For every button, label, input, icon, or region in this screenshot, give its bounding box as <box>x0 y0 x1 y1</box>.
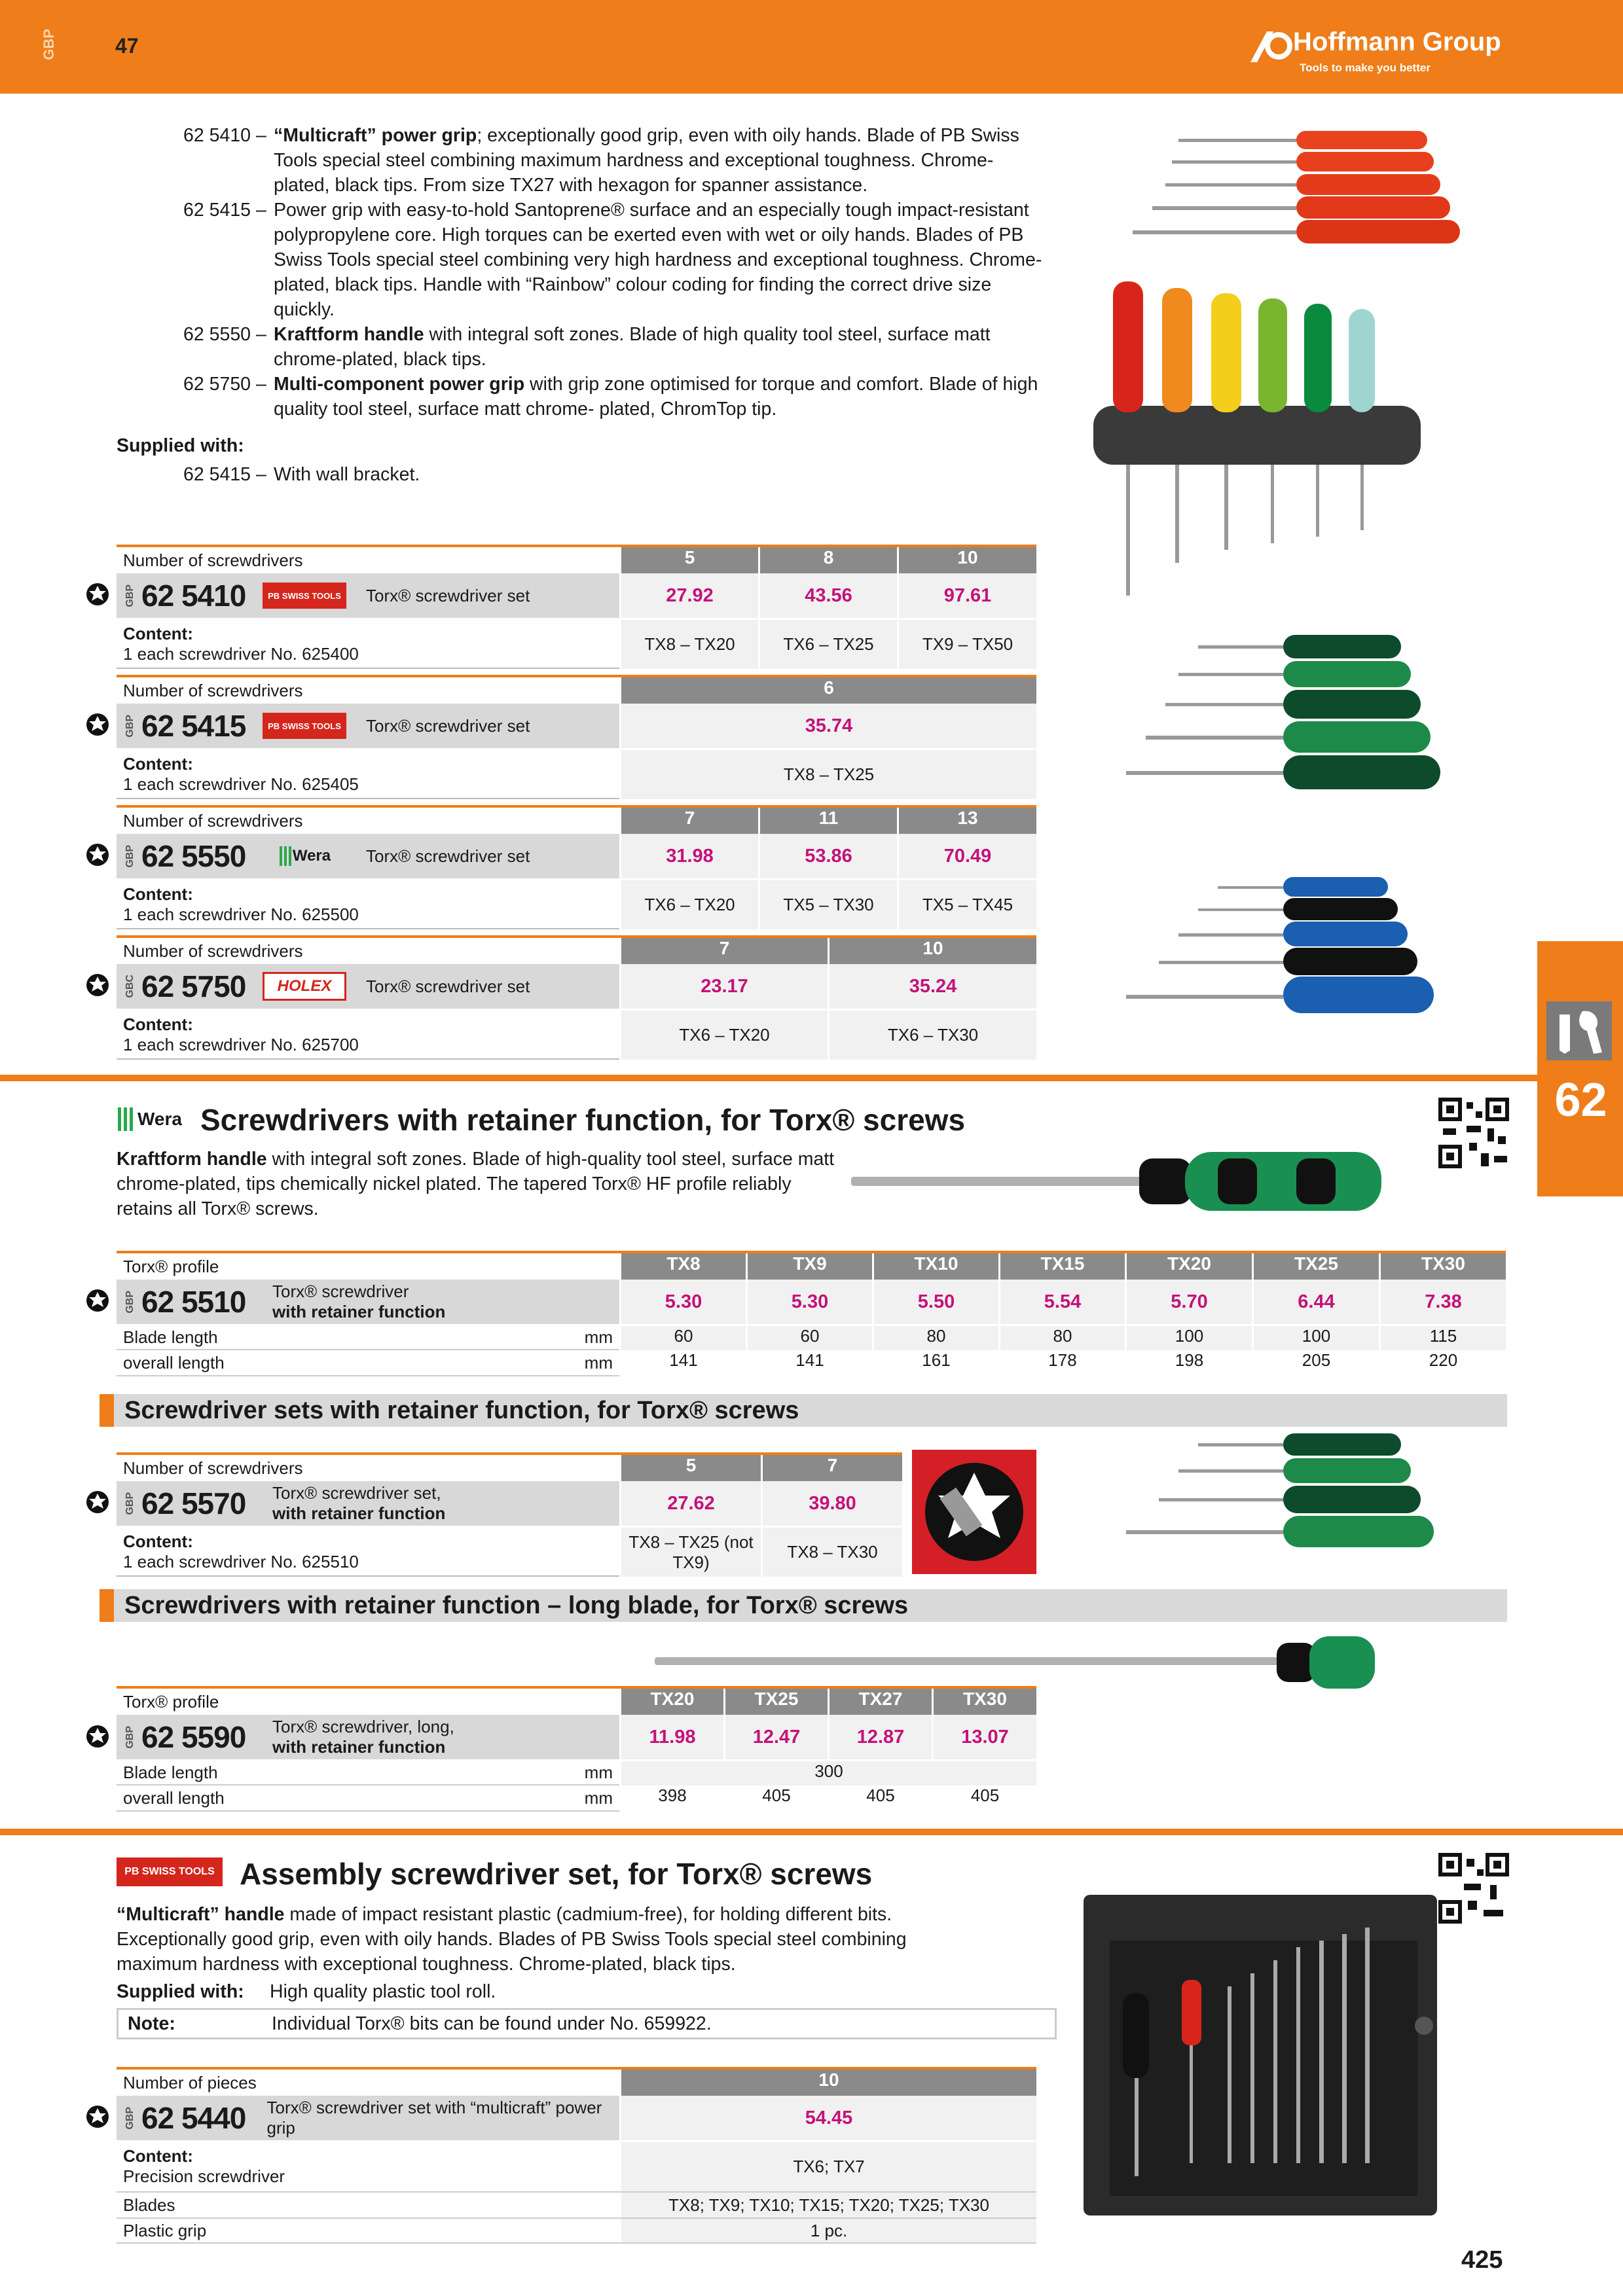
product-name: Torx® screwdriver <box>272 1282 409 1301</box>
section-title-long-blade: Screwdrivers with retainer function – long blade, for Torx® screws <box>100 1589 1507 1622</box>
product-name: Torx® screwdriver, long, <box>272 1717 454 1736</box>
tools-chapter-icon <box>1546 1001 1612 1060</box>
count-cell: 5 <box>619 1455 761 1481</box>
blade-length-row: Blade length mm 60 60 80 80 100 100 115 <box>117 1324 1506 1350</box>
torx-drive-icon <box>85 1724 110 1749</box>
table-head-label: Number of screwdrivers <box>123 550 303 570</box>
price-cell: 35.24 <box>828 964 1036 1009</box>
size-cell: TX27 <box>828 1689 932 1715</box>
page-number-top: 47 <box>115 34 139 58</box>
price-code: GBP <box>124 1725 136 1749</box>
range-cell: TX8 – TX25 (not TX9) <box>619 1528 761 1577</box>
product-code[interactable]: 62 5510 <box>141 1285 246 1319</box>
torx-drive-icon <box>85 842 110 867</box>
product-table-625510 <box>117 1251 1506 1376</box>
product-code[interactable]: 62 5415 <box>141 709 246 743</box>
product-row <box>117 1481 619 1526</box>
product-name-sub: with retainer function <box>272 1503 446 1523</box>
content-note: Content: 1 each screwdriver No. 625400 <box>117 620 619 669</box>
product-code[interactable]: 62 5550 <box>141 839 246 873</box>
torx-retainer-detail-image <box>912 1450 1036 1574</box>
range-cell: TX5 – TX30 <box>758 880 897 929</box>
count-cell: 7 <box>619 808 758 834</box>
product-table-625410 <box>117 545 1036 669</box>
hoffmann-logo-icon <box>1247 26 1293 65</box>
wera-retainer-set-image <box>1048 1427 1519 1558</box>
range-cell: TX6 – TX20 <box>619 880 758 929</box>
pb-swiss-tools-logo: PB SWISS TOOLS <box>117 1857 223 1886</box>
product-code[interactable]: 62 5750 <box>141 969 246 1003</box>
product-row <box>117 1280 619 1324</box>
count-cell: 7 <box>761 1455 902 1481</box>
count-cell: 10 <box>828 938 1036 964</box>
brand-tagline: Tools to make you better <box>1300 62 1431 74</box>
price-cell: 43.56 <box>758 573 897 618</box>
torx-drive-icon <box>85 1288 110 1313</box>
table-head-label: Number of screwdrivers <box>123 1458 303 1478</box>
table-head-label: Torx® profile <box>123 1691 219 1712</box>
section-divider <box>0 1829 1623 1835</box>
content-label: Blades <box>123 2195 175 2215</box>
torx-drive-icon <box>85 1490 110 1515</box>
long-blade-screwdriver-image <box>655 1630 1375 1695</box>
wera-logo: Wera <box>263 843 346 869</box>
wera-stripes-icon <box>278 845 293 867</box>
price-cell: 12.47 <box>723 1715 828 1759</box>
price-cell: 31.98 <box>619 834 758 878</box>
size-cell: TX20 <box>619 1689 723 1715</box>
supplied-with-label: Supplied with: <box>117 435 244 456</box>
range-cell: TX9 – TX50 <box>897 620 1036 669</box>
price-code: GBP <box>124 2106 136 2130</box>
wera-logo: Wera <box>137 1109 182 1129</box>
price-code: GBC <box>124 975 136 998</box>
product-name: Torx® screwdriver set <box>366 846 530 866</box>
size-cell: TX30 <box>1379 1253 1506 1280</box>
price-cell: 97.61 <box>897 573 1036 618</box>
content-label: Plastic grip <box>123 2220 207 2240</box>
product-code[interactable]: 62 5570 <box>141 1486 246 1520</box>
count-cell: 8 <box>758 547 897 573</box>
range-cell: TX8 – TX25 <box>619 750 1036 799</box>
price-cell: 23.17 <box>619 964 828 1009</box>
red-screwdriver-set-image <box>1133 131 1460 243</box>
size-cell: TX10 <box>872 1253 998 1280</box>
product-table-625570 <box>117 1452 902 1577</box>
size-cell: TX25 <box>723 1689 828 1715</box>
product-name: Torx® screwdriver set <box>366 976 530 996</box>
overall-length-row: overall length mm 141 141 161 178 198 205 220 <box>117 1350 1506 1376</box>
price-code: GBP <box>124 844 136 868</box>
content-value: 1 pc. <box>619 2219 1036 2242</box>
count-cell: 10 <box>897 547 1036 573</box>
product-name-sub: with retainer function <box>272 1302 446 1321</box>
product-table-625415 <box>117 675 1036 799</box>
rainbow-screwdriver-set-image <box>1093 281 1421 596</box>
overall-length-row: overall length mm 398 405 405 405 <box>117 1785 1036 1812</box>
table-head-label: Number of screwdrivers <box>123 680 303 700</box>
product-row <box>117 704 619 748</box>
range-cell: TX8 – TX20 <box>619 620 758 669</box>
chapter-tab <box>1537 941 1623 1196</box>
table-head-label: Number of pieces <box>123 2072 257 2092</box>
size-cell: TX20 <box>1125 1253 1252 1280</box>
product-code[interactable]: 62 5440 <box>141 2101 246 2135</box>
size-cell: TX15 <box>998 1253 1125 1280</box>
price-code: GBP <box>124 584 136 607</box>
price-cell: 5.50 <box>872 1280 998 1324</box>
assembly-supplied-with: Supplied with: High quality plastic tool roll. <box>117 1981 496 2002</box>
size-cell: TX9 <box>746 1253 872 1280</box>
product-name-sub: with retainer function <box>272 1737 446 1757</box>
product-name: Torx® screwdriver set <box>366 715 530 736</box>
price-cell: 54.45 <box>619 2096 1036 2140</box>
price-code: GBP <box>124 1492 136 1515</box>
product-row <box>117 834 619 878</box>
holex-logo: HOLEX <box>263 972 346 1001</box>
content-value: TX6; TX7 <box>619 2142 1036 2191</box>
size-cell: TX25 <box>1252 1253 1379 1280</box>
range-cell: TX8 – TX30 <box>761 1528 902 1577</box>
product-name: Torx® screwdriver set, <box>272 1483 441 1503</box>
table-head-label: Torx® profile <box>123 1256 219 1276</box>
content-note: Content: 1 each screwdriver No. 625510 <box>117 1528 619 1577</box>
intro-item: 62 5750 – Multi-component power grip with grip zone optimised for torque and comfort. Blade of high quality tool steel, surface matt chrome- plated, ChromTop tip. <box>183 374 1038 420</box>
blade-length-row: Blade length mm 300 <box>117 1759 1036 1785</box>
price-cell: 39.80 <box>761 1481 902 1526</box>
wera-stripes-icon <box>117 1106 136 1132</box>
price-cell: 5.70 <box>1125 1280 1252 1324</box>
count-cell: 5 <box>619 547 758 573</box>
pb-swiss-tools-logo: PB SWISS TOOLS <box>263 713 346 739</box>
region-code: GBP <box>41 29 57 60</box>
retainer-description: Kraftform handle with integral soft zones. Blade of high-quality tool steel, surface matt chrome-plated, tips chemically nickel plated. The tapered Torx® HF profile reliably retains all Torx® screws. <box>117 1149 835 1219</box>
product-row <box>117 573 619 618</box>
price-cell: 6.44 <box>1252 1280 1379 1324</box>
intro-item: 62 5550 – Kraftform handle with integral soft zones. Blade of high quality tool steel, surface matt chrome-plated, black tips. <box>183 324 991 370</box>
price-code: GBP <box>124 714 136 738</box>
content-note: Content: 1 each screwdriver No. 625500 <box>117 880 619 929</box>
product-code[interactable]: 62 5410 <box>141 579 246 613</box>
brand-name: Hoffmann Group <box>1293 27 1501 56</box>
count-cell: 7 <box>619 938 828 964</box>
note-box: Note: Individual Torx® bits can be found under No. 659922. <box>117 2008 1057 2039</box>
content-note: Content: Precision screwdriver <box>123 2146 285 2186</box>
section-title-assembly: Assembly screwdriver set, for Torx® screws <box>240 1857 873 1891</box>
size-cell: TX30 <box>932 1689 1036 1715</box>
intro-descriptions <box>183 123 1046 422</box>
price-cell: 11.98 <box>619 1715 723 1759</box>
product-row <box>117 2096 619 2140</box>
price-cell: 27.92 <box>619 573 758 618</box>
price-cell: 35.74 <box>619 704 1036 748</box>
content-note: Content: 1 each screwdriver No. 625700 <box>117 1011 619 1060</box>
page-number: 425 <box>1461 2246 1503 2274</box>
content-note: Content: 1 each screwdriver No. 625405 <box>117 750 619 799</box>
product-code[interactable]: 62 5590 <box>141 1720 246 1754</box>
intro-item: 62 5410 – “Multicraft” power grip; exceptionally good grip, even with oily hands. Blade of PB Swiss Tools special steel combining maximum hardness and exceptional toughness. Chrome-plated, black tips. From size TX27 with hexagon for spanner assistance. <box>183 125 1019 196</box>
product-row <box>117 1715 619 1759</box>
product-name: Torx® screwdriver set <box>366 585 530 605</box>
range-cell: TX6 – TX30 <box>828 1011 1036 1060</box>
count-cell: 11 <box>758 808 897 834</box>
price-cell: 27.62 <box>619 1481 761 1526</box>
price-cell: 5.30 <box>746 1280 872 1324</box>
torx-drive-icon <box>85 2104 110 2129</box>
product-photos-upper <box>1048 118 1519 1060</box>
section-divider <box>0 1075 1537 1081</box>
table-head-label: Number of screwdrivers <box>123 810 303 831</box>
torx-drive-icon <box>85 582 110 607</box>
range-cell: TX6 – TX25 <box>758 620 897 669</box>
product-name: Torx® screwdriver set with “multicraft” power grip <box>266 2098 602 2138</box>
price-cell: 5.54 <box>998 1280 1125 1324</box>
torx-drive-icon <box>85 973 110 997</box>
price-cell: 13.07 <box>932 1715 1036 1759</box>
price-cell: 7.38 <box>1379 1280 1506 1324</box>
supplied-with-row: 62 5415 – With wall bracket. <box>183 464 420 485</box>
product-table-625750 <box>117 935 1036 1060</box>
torx-drive-icon <box>85 712 110 737</box>
price-cell: 12.87 <box>828 1715 932 1759</box>
holex-screwdriver-set-image <box>1126 877 1434 1013</box>
chapter-number: 62 <box>1554 1074 1607 1126</box>
wera-kraftform-set-image <box>1126 635 1440 789</box>
price-code: GBP <box>124 1290 136 1314</box>
product-table-625440 <box>117 2067 1036 2244</box>
wera-screwdriver-image <box>851 1132 1512 1237</box>
price-cell: 5.30 <box>619 1280 746 1324</box>
assembly-tool-roll-image <box>1084 1895 1437 2215</box>
count-cell: 10 <box>619 2070 1036 2096</box>
count-cell: 13 <box>897 808 1036 834</box>
count-cell: 6 <box>619 677 1036 704</box>
product-table-625590 <box>117 1686 1036 1812</box>
section-title-retainer-sets: Screwdriver sets with retainer function, for Torx® screws <box>100 1394 1507 1427</box>
intro-item: 62 5415 – Power grip with easy-to-hold Santoprene® surface and an especially tough impact-resistant polypropylene core. High torques can be exerted even with wet or oily hands. Blades of PB Swiss Tools special steel combining very high hardness and exceptional toughness. Chrome-plated, black tips. Handle with “Rainbow” colour coding for finding the correct drive size quickly. <box>183 200 1042 320</box>
product-row <box>117 964 619 1009</box>
size-cell: TX8 <box>619 1253 746 1280</box>
range-cell: TX6 – TX20 <box>619 1011 828 1060</box>
range-cell: TX5 – TX45 <box>897 880 1036 929</box>
content-value: TX8; TX9; TX10; TX15; TX20; TX25; TX30 <box>619 2193 1036 2217</box>
product-table-625550 <box>117 805 1036 929</box>
price-cell: 53.86 <box>758 834 897 878</box>
table-head-label: Number of screwdrivers <box>123 941 303 961</box>
qr-code-icon[interactable] <box>1438 1852 1510 1924</box>
section-title-retainer: Screwdrivers with retainer function, for Torx® screws <box>200 1103 966 1137</box>
price-cell: 70.49 <box>897 834 1036 878</box>
assembly-description: “Multicraft” handle made of impact resistant plastic (cadmium-free), for holding different bits. Exceptionally good grip, even with oily hands. Blades of PB Swiss Tools special steel combining maximum hardness with exceptional toughness. Chrome-plated, black tips. <box>117 1904 907 1975</box>
pb-swiss-tools-logo: PB SWISS TOOLS <box>263 583 346 609</box>
